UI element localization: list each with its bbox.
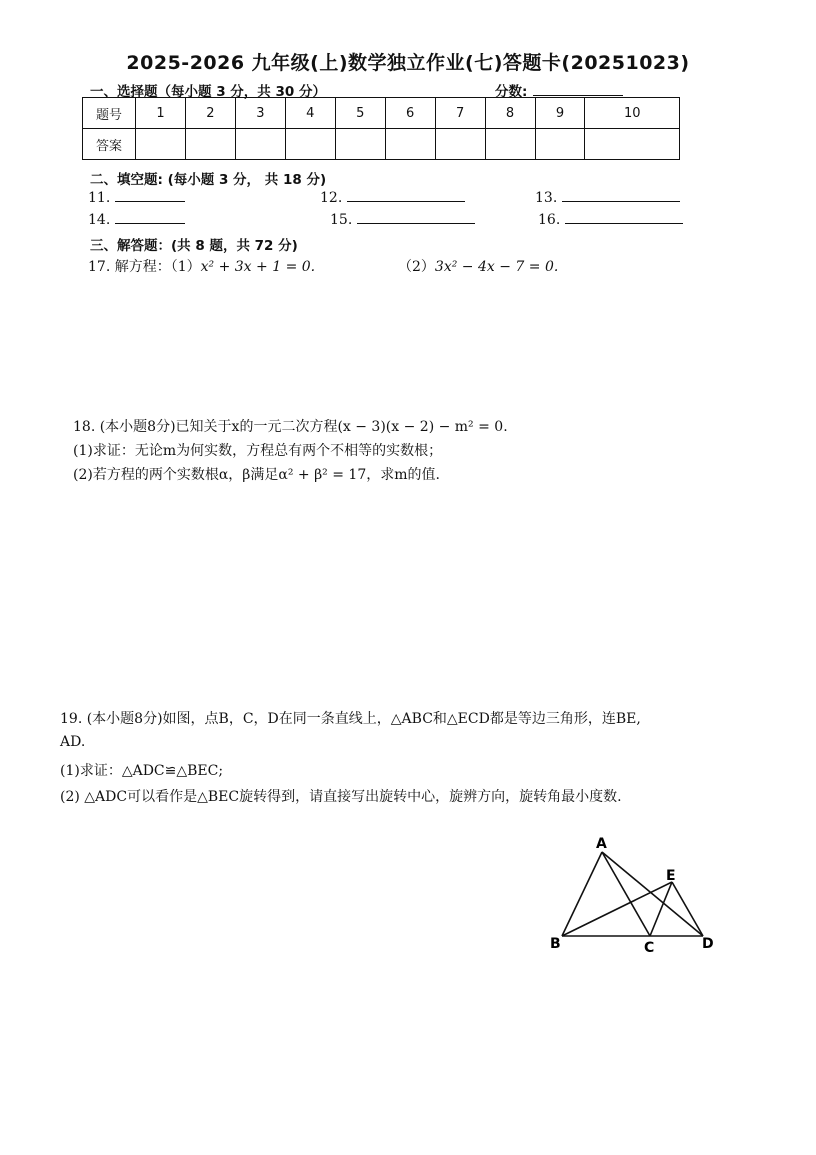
answer-cell-6[interactable] xyxy=(385,129,435,160)
q19-line2: AD. xyxy=(60,734,86,750)
q17-part2 xyxy=(398,256,558,276)
q-number-7: 7 xyxy=(435,98,485,129)
label-B: B xyxy=(550,936,561,952)
answer-table xyxy=(82,97,680,160)
geometry-figure xyxy=(540,830,730,960)
q19-line3: (1)求证：△ADC≌△BEC; xyxy=(60,763,224,779)
q18-line2: (1)求证：无论m为何实数，方程总有两个不相等的实数根； xyxy=(73,443,443,459)
label-A: A xyxy=(596,836,607,852)
answer-cell-1[interactable] xyxy=(136,129,186,160)
answer-cell-3[interactable] xyxy=(235,129,285,160)
q-number-1: 1 xyxy=(136,98,186,129)
answer-cell-4[interactable] xyxy=(285,129,335,160)
fill-item-13: 13. xyxy=(535,190,680,206)
q-number-5: 5 xyxy=(335,98,385,129)
fill-blank-14[interactable] xyxy=(115,223,185,224)
label-E: E xyxy=(666,868,676,884)
answer-cell-5[interactable] xyxy=(335,129,385,160)
line-BE xyxy=(562,882,672,936)
fill-item-14: 14. xyxy=(88,212,185,228)
q17-label: 17. 解方程： xyxy=(88,259,171,275)
fill-item-11: 11. xyxy=(88,190,185,206)
q-number-6: 6 xyxy=(385,98,435,129)
answer-cell-7[interactable] xyxy=(435,129,485,160)
answer-cell-9[interactable] xyxy=(535,129,585,160)
section2-heading: 二、填空题: (每小题 3 分， 共 18 分) xyxy=(90,172,327,188)
q18-line1: 18. (本小题8分)已知关于x的一元二次方程(x − 3)(x − 2) − m² = 0. xyxy=(73,419,508,435)
fill-blank-11[interactable] xyxy=(115,201,185,202)
fill-item-15: 15. xyxy=(330,212,475,228)
answer-cell-2[interactable] xyxy=(185,129,235,160)
q19-line4: (2) △ADC可以看作是△BEC旋转得到，请直接写出旋转中心，旋辨方向，旋转角最小度数. xyxy=(60,789,622,805)
section3-heading: 三、解答题：(共 8 题，共 72 分) xyxy=(90,238,298,254)
q-number-10: 10 xyxy=(585,98,680,129)
fill-blank-13[interactable] xyxy=(562,201,680,202)
section1-heading: 一、选择题（每小题 3 分，共 30 分） xyxy=(90,84,326,100)
answer-cell-10[interactable] xyxy=(585,129,680,160)
q-number-9: 9 xyxy=(535,98,585,129)
answer-cell-8[interactable] xyxy=(485,129,535,160)
score-label: 分数: xyxy=(495,84,528,100)
row-label-number: 题号 xyxy=(83,98,136,129)
q17-part1-label: （1） xyxy=(170,259,201,275)
label-D: D xyxy=(702,936,714,952)
answer-row xyxy=(83,129,680,160)
line-AB xyxy=(562,852,602,936)
line-ED xyxy=(672,882,703,936)
fill-item-16: 16. xyxy=(538,212,683,228)
q18-line3: (2)若方程的两个实数根α，β满足α² + β² = 17，求m的值. xyxy=(73,467,440,483)
row-label-answer: 答案 xyxy=(83,129,136,160)
number-row xyxy=(83,98,680,129)
q-number-4: 4 xyxy=(285,98,335,129)
q17-line xyxy=(88,256,315,276)
q17-part1-equation: x² + 3x + 1 = 0. xyxy=(200,259,316,275)
q-number-8: 8 xyxy=(485,98,535,129)
fill-item-12: 12. xyxy=(320,190,465,206)
line-AD xyxy=(602,852,703,936)
fill-blank-15[interactable] xyxy=(357,223,475,224)
fill-blank-16[interactable] xyxy=(565,223,683,224)
line-AC xyxy=(602,852,650,936)
q-number-3: 3 xyxy=(235,98,285,129)
fill-blank-12[interactable] xyxy=(347,201,465,202)
page-title: 2025-2026 九年级(上)数学独立作业(七)答题卡(20251023) xyxy=(126,52,690,74)
q17-part2-label: （2） xyxy=(398,259,435,275)
q17-part2-equation: 3x² − 4x − 7 = 0. xyxy=(434,259,559,275)
score-blank[interactable] xyxy=(533,95,623,96)
label-C: C xyxy=(644,940,655,956)
q19-line1: 19. (本小题8分)如图，点B，C，D在同一条直线上，△ABC和△ECD都是等边三角形，连BE, xyxy=(60,711,641,727)
q-number-2: 2 xyxy=(185,98,235,129)
line-CE xyxy=(650,882,672,936)
